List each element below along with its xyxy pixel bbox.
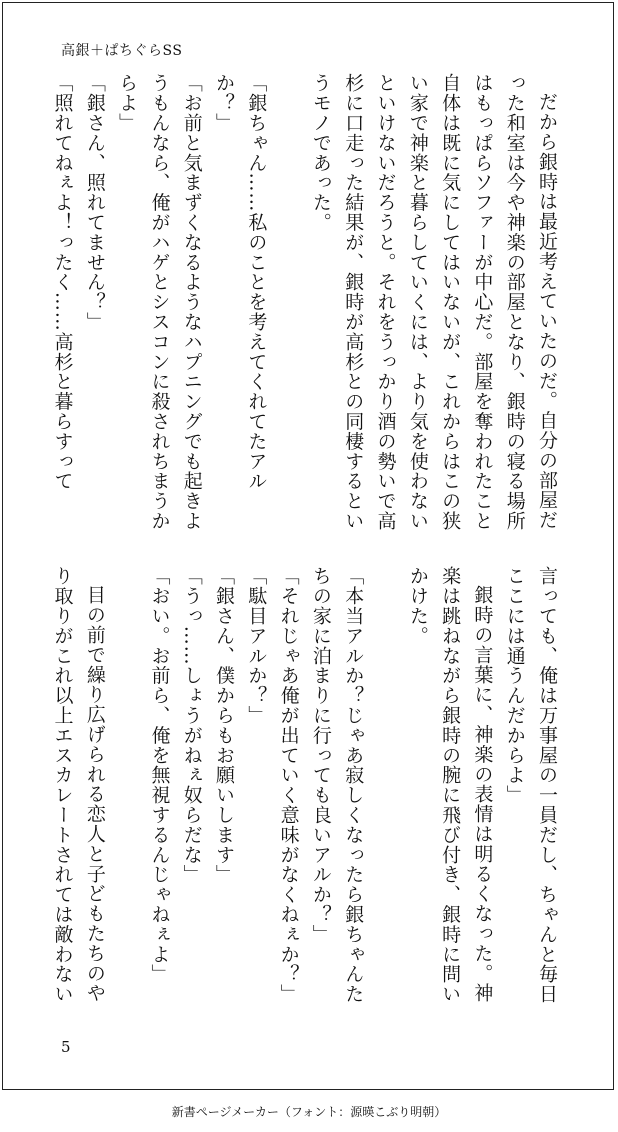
blank-line [111,566,143,1006]
dialogue-line: 「銀ちゃん……私のことを考えてくれてたアルか？」 [213,73,268,491]
blank-line [369,566,401,1006]
dialogue-line: 「駄目アルか？」 [245,566,268,726]
dialogue-line: 「おい。お前ら、俺を無視するんじゃねぇよ」 [148,566,171,984]
page-number: 5 [61,1038,71,1056]
book-page [2,2,614,1090]
dialogue-line: 「それじゃあ俺が出ていく意味がなくねぇか？」 [277,566,300,1004]
dialogue-line: 「照れてねぇよ！ったく……高杉と暮らすって [51,73,74,491]
dialogue-line: 「銀さん、僕からもお願いします」 [213,566,236,885]
dialogue-line: 「銀さん、照れてません？」 [83,73,106,332]
text-column-top [51,73,563,533]
paragraph: 言っても、俺は万事屋の一員だし、ちゃんと毎日ここには通うんだからよ」 [503,566,558,1004]
blank-line [272,73,304,533]
running-header: 高銀＋ぱちぐらSS [61,43,183,59]
paragraph: 目の前で繰り広げられる恋人と子どもたちのやり取りがこれ以上エスカレートされては敵わない [51,566,106,1004]
dialogue-line: 「お前と気まずくなるようなハプニングでも起きようもんなら、俺がハゲとシスコンに殺されちまうからよ」 [116,73,203,531]
dialogue-line: 「うっ……しょうがねぇ奴らだな」 [180,566,203,885]
paragraph: 銀時の言葉に、神楽の表情は明るくなった。神楽は跳ねながら銀時の腕に飛び付き、銀時に問いかけた。 [406,566,494,1004]
dialogue-line: 「本当アルか？じゃあ寂しくなったら銀ちゃんたちの家に泊まりに行っても良いアルか？」 [309,566,365,1004]
footer-credit: 新書ページメーカー（フォント：源暎こぶり明朝） [171,1105,447,1119]
paragraph: だから銀時は最近考えていたのだ。自分の部屋だった和室は今や神楽の部屋となり、銀時の寝る場所はもっぱらソファーが中心だ。部屋を奪われたこと自体は既に気にしてはいないが、これからはこの狭い家で神楽と暮らしていくには、より気を使わないといけないだろうと。それをうっかり酒の勢いで高杉に口走った結果が、銀時が高杉との同棲するというモノであった。 [309,73,558,531]
text-column-bottom [51,566,563,1006]
